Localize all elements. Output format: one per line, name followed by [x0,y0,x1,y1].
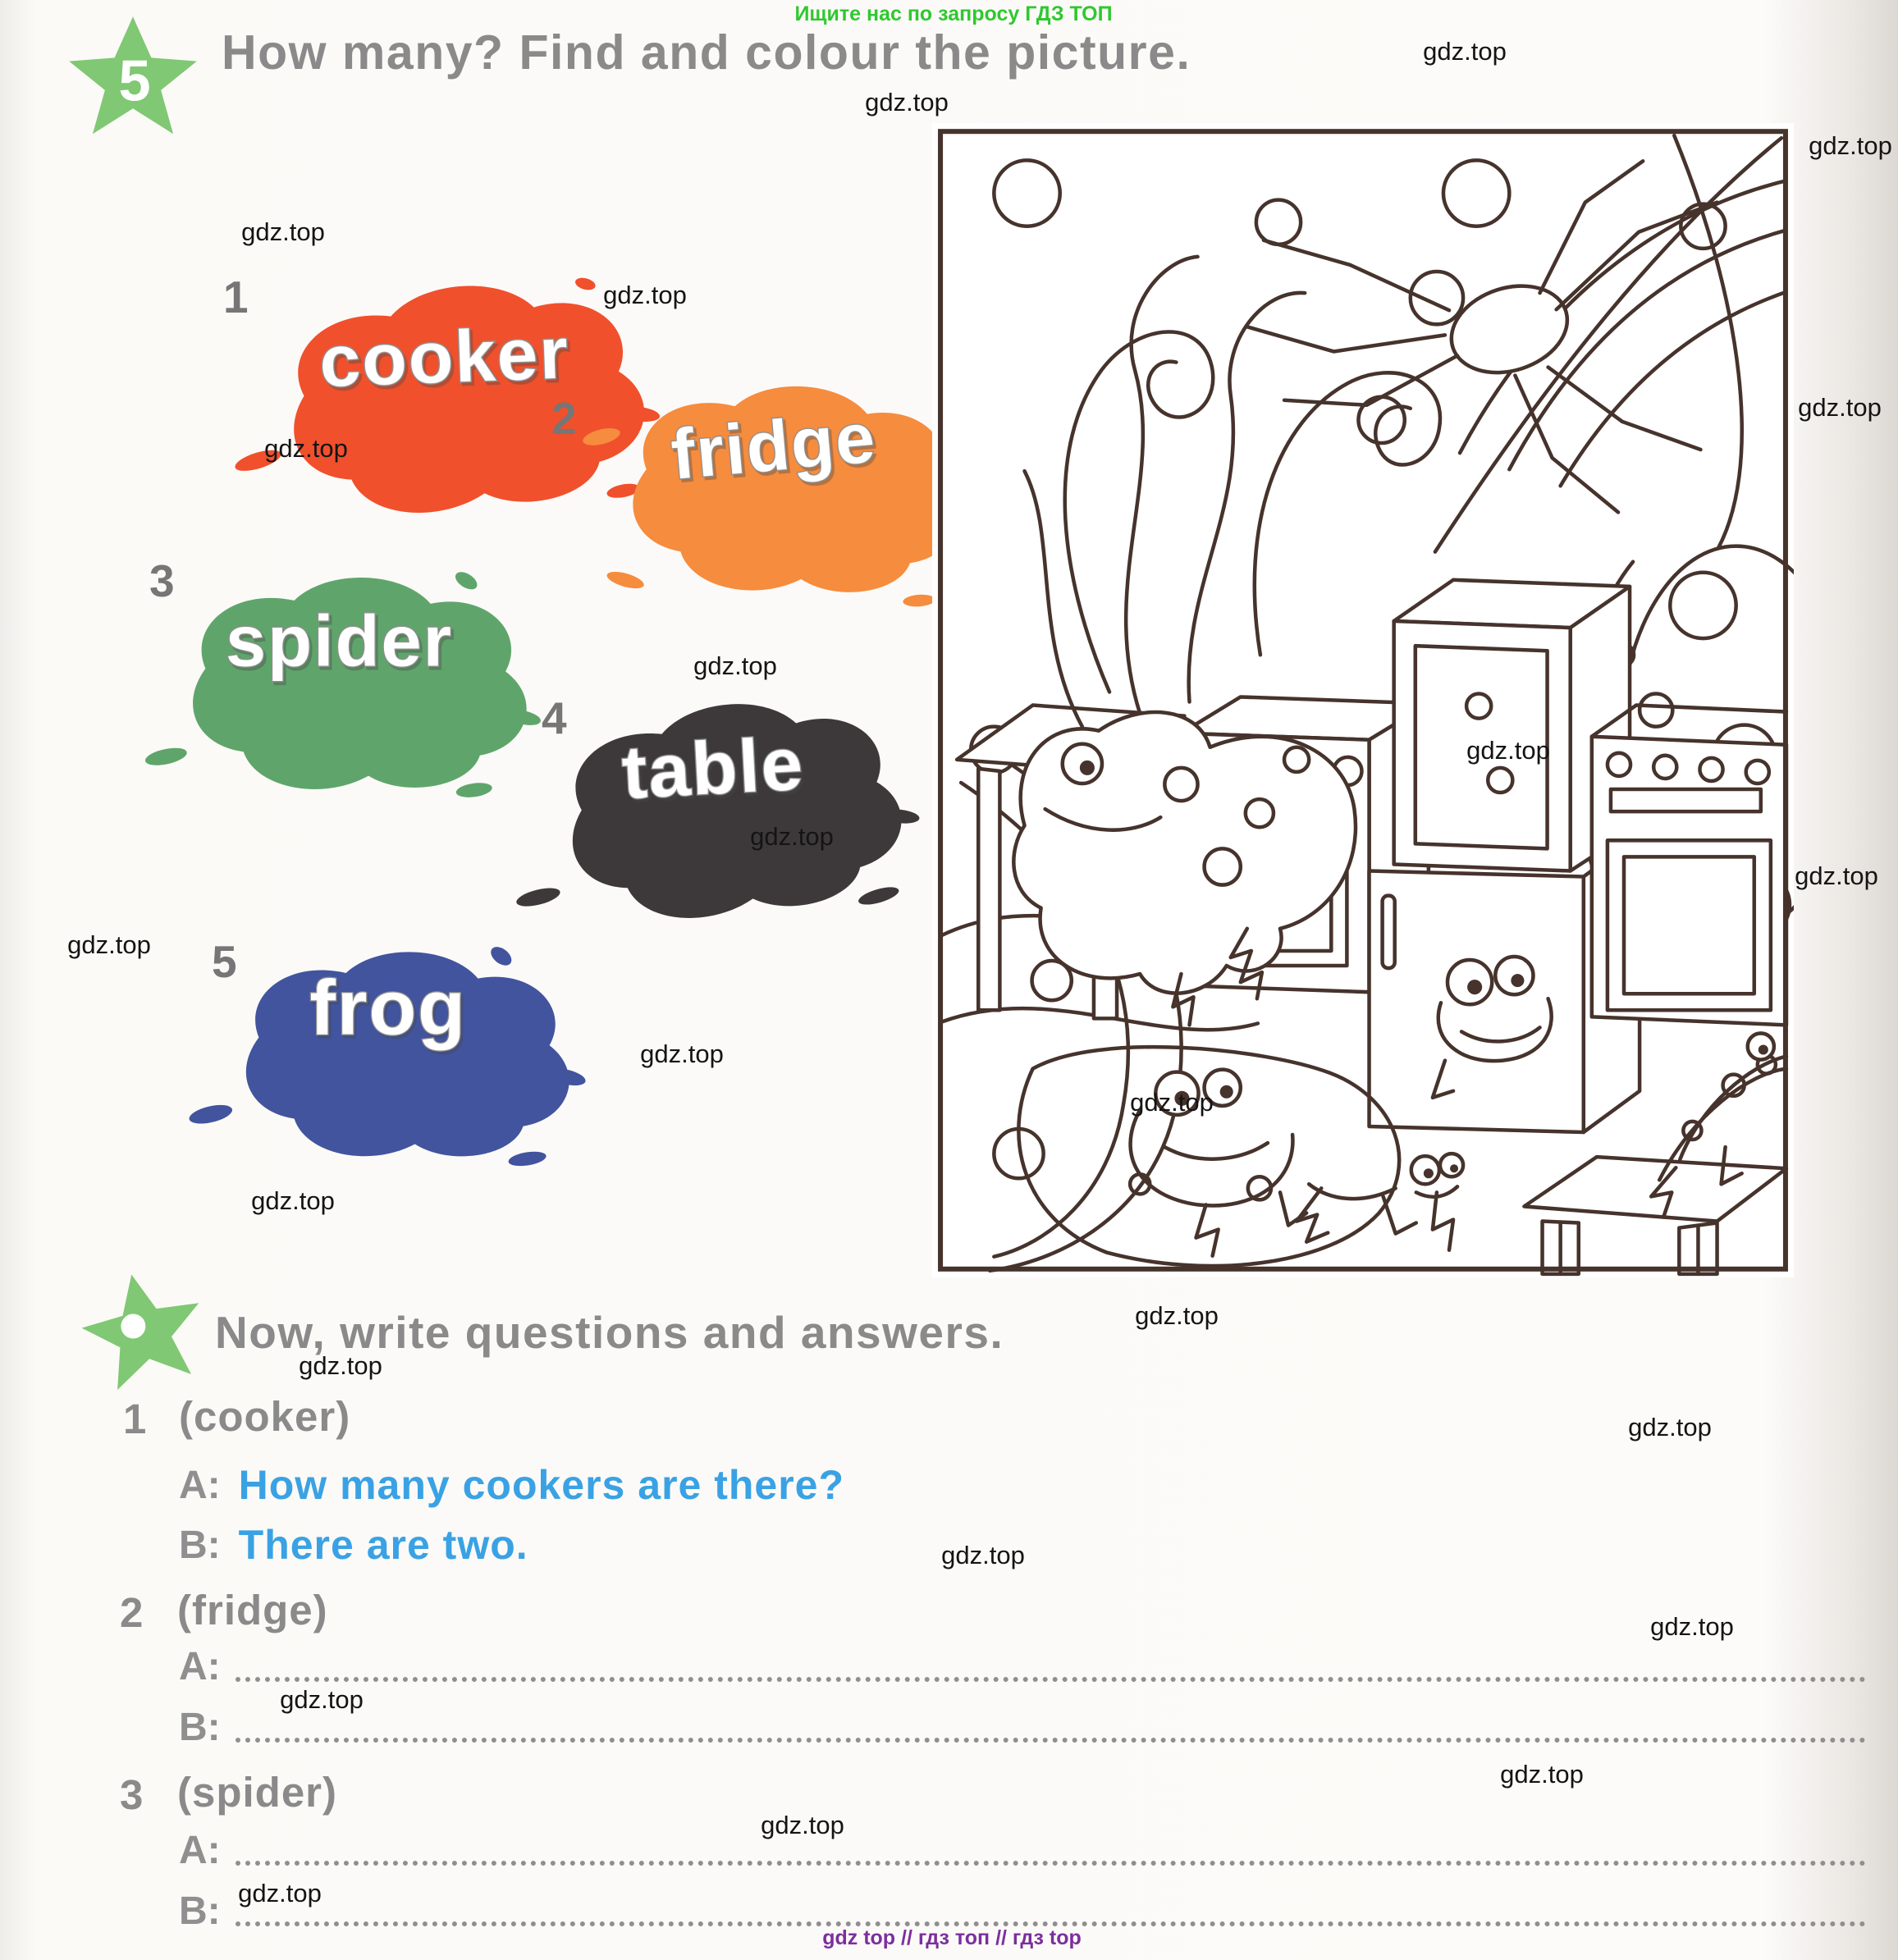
watermark: gdz.top [67,930,151,959]
watermark: gdz.top [941,1541,1025,1569]
watermark: gdz.top [693,651,777,680]
answer-text: There are two. [238,1522,528,1568]
star-number: 5 [118,48,151,113]
watermark: gdz.top [750,822,834,851]
exercise-number: 3 [120,1771,144,1818]
watermark: gdz.top [238,1879,322,1907]
promo-text: Ищите нас по запросу ГДЗ ТОП [794,2,1113,25]
paint-splat-table [521,681,915,935]
watermark: gdz.top [280,1685,364,1714]
answer-line [236,1669,1866,1682]
splat-word: table [620,721,807,815]
a-label: A: [179,1645,221,1688]
exercise-number: 1 [123,1396,147,1442]
task2-title: Now, write questions and answers. [215,1307,1004,1358]
watermark: gdz.top [865,88,949,117]
splat-word: spider [225,600,453,682]
splat-word: frog [309,964,467,1052]
splat-number: 5 [212,936,237,987]
b-label: B: [179,1524,221,1567]
answer-text: How many cookers are there? [238,1462,845,1508]
exercise-answer-row [179,1522,528,1568]
watermark: gdz.top [1809,131,1892,160]
splat-number: 3 [149,555,175,606]
exercise-prompt: (spider) [177,1769,338,1816]
watermark: gdz.top [1628,1413,1712,1441]
paint-splat-spider [146,546,540,816]
exercise-answer-row [179,1831,1866,1871]
b-label: B: [179,1706,221,1749]
watermark: gdz.top [761,1811,844,1839]
b-label: B: [179,1889,221,1933]
exercise-answer-row [179,1708,1866,1748]
exercise-answer-row [179,1462,845,1508]
colouring-picture-illustration [932,123,1794,1277]
watermark: gdz.top [603,281,687,309]
splat-number: 2 [551,393,577,444]
task2-star-badge [82,1270,205,1393]
watermark: gdz.top [1130,1088,1214,1117]
watermark: gdz.top [251,1186,335,1215]
exercise-answer-row [179,1647,1866,1687]
colouring-picture [932,123,1794,1277]
splat-word: cooker [318,311,571,402]
splat-number: 1 [223,272,249,322]
watermark: gdz.top [1795,861,1878,890]
task-star-badge [67,13,199,144]
splat-number: 4 [542,692,567,743]
watermark: gdz.top [241,217,325,246]
watermark: gdz.top [1500,1760,1584,1789]
paint-splat-frog [201,921,583,1183]
a-label: A: [179,1829,221,1872]
watermark: gdz.top [1798,393,1882,422]
a-label: A: [179,1464,221,1507]
footer-text: gdz top // гдз топ // гдз top [822,1926,1082,1949]
splat-word: fridge [668,398,880,495]
task1-title: How many? Find and colour the picture. [222,25,1191,80]
watermark: gdz.top [299,1351,382,1380]
exercise-number: 2 [120,1589,144,1636]
answer-line [236,1853,1866,1866]
exercise-answer-row [179,1889,1866,1933]
answer-line [236,1913,1866,1926]
watermark: gdz.top [1650,1612,1734,1641]
watermark: gdz.top [1466,736,1550,765]
exercise-prompt: (fridge) [177,1587,328,1633]
watermark: gdz.top [640,1039,724,1068]
watermark: gdz.top [264,434,348,463]
answer-line [236,1729,1866,1743]
paint-splat-fridge [587,361,972,611]
watermark: gdz.top [1423,37,1507,66]
exercise-prompt: (cooker) [179,1393,351,1440]
watermark: gdz.top [1135,1301,1219,1330]
